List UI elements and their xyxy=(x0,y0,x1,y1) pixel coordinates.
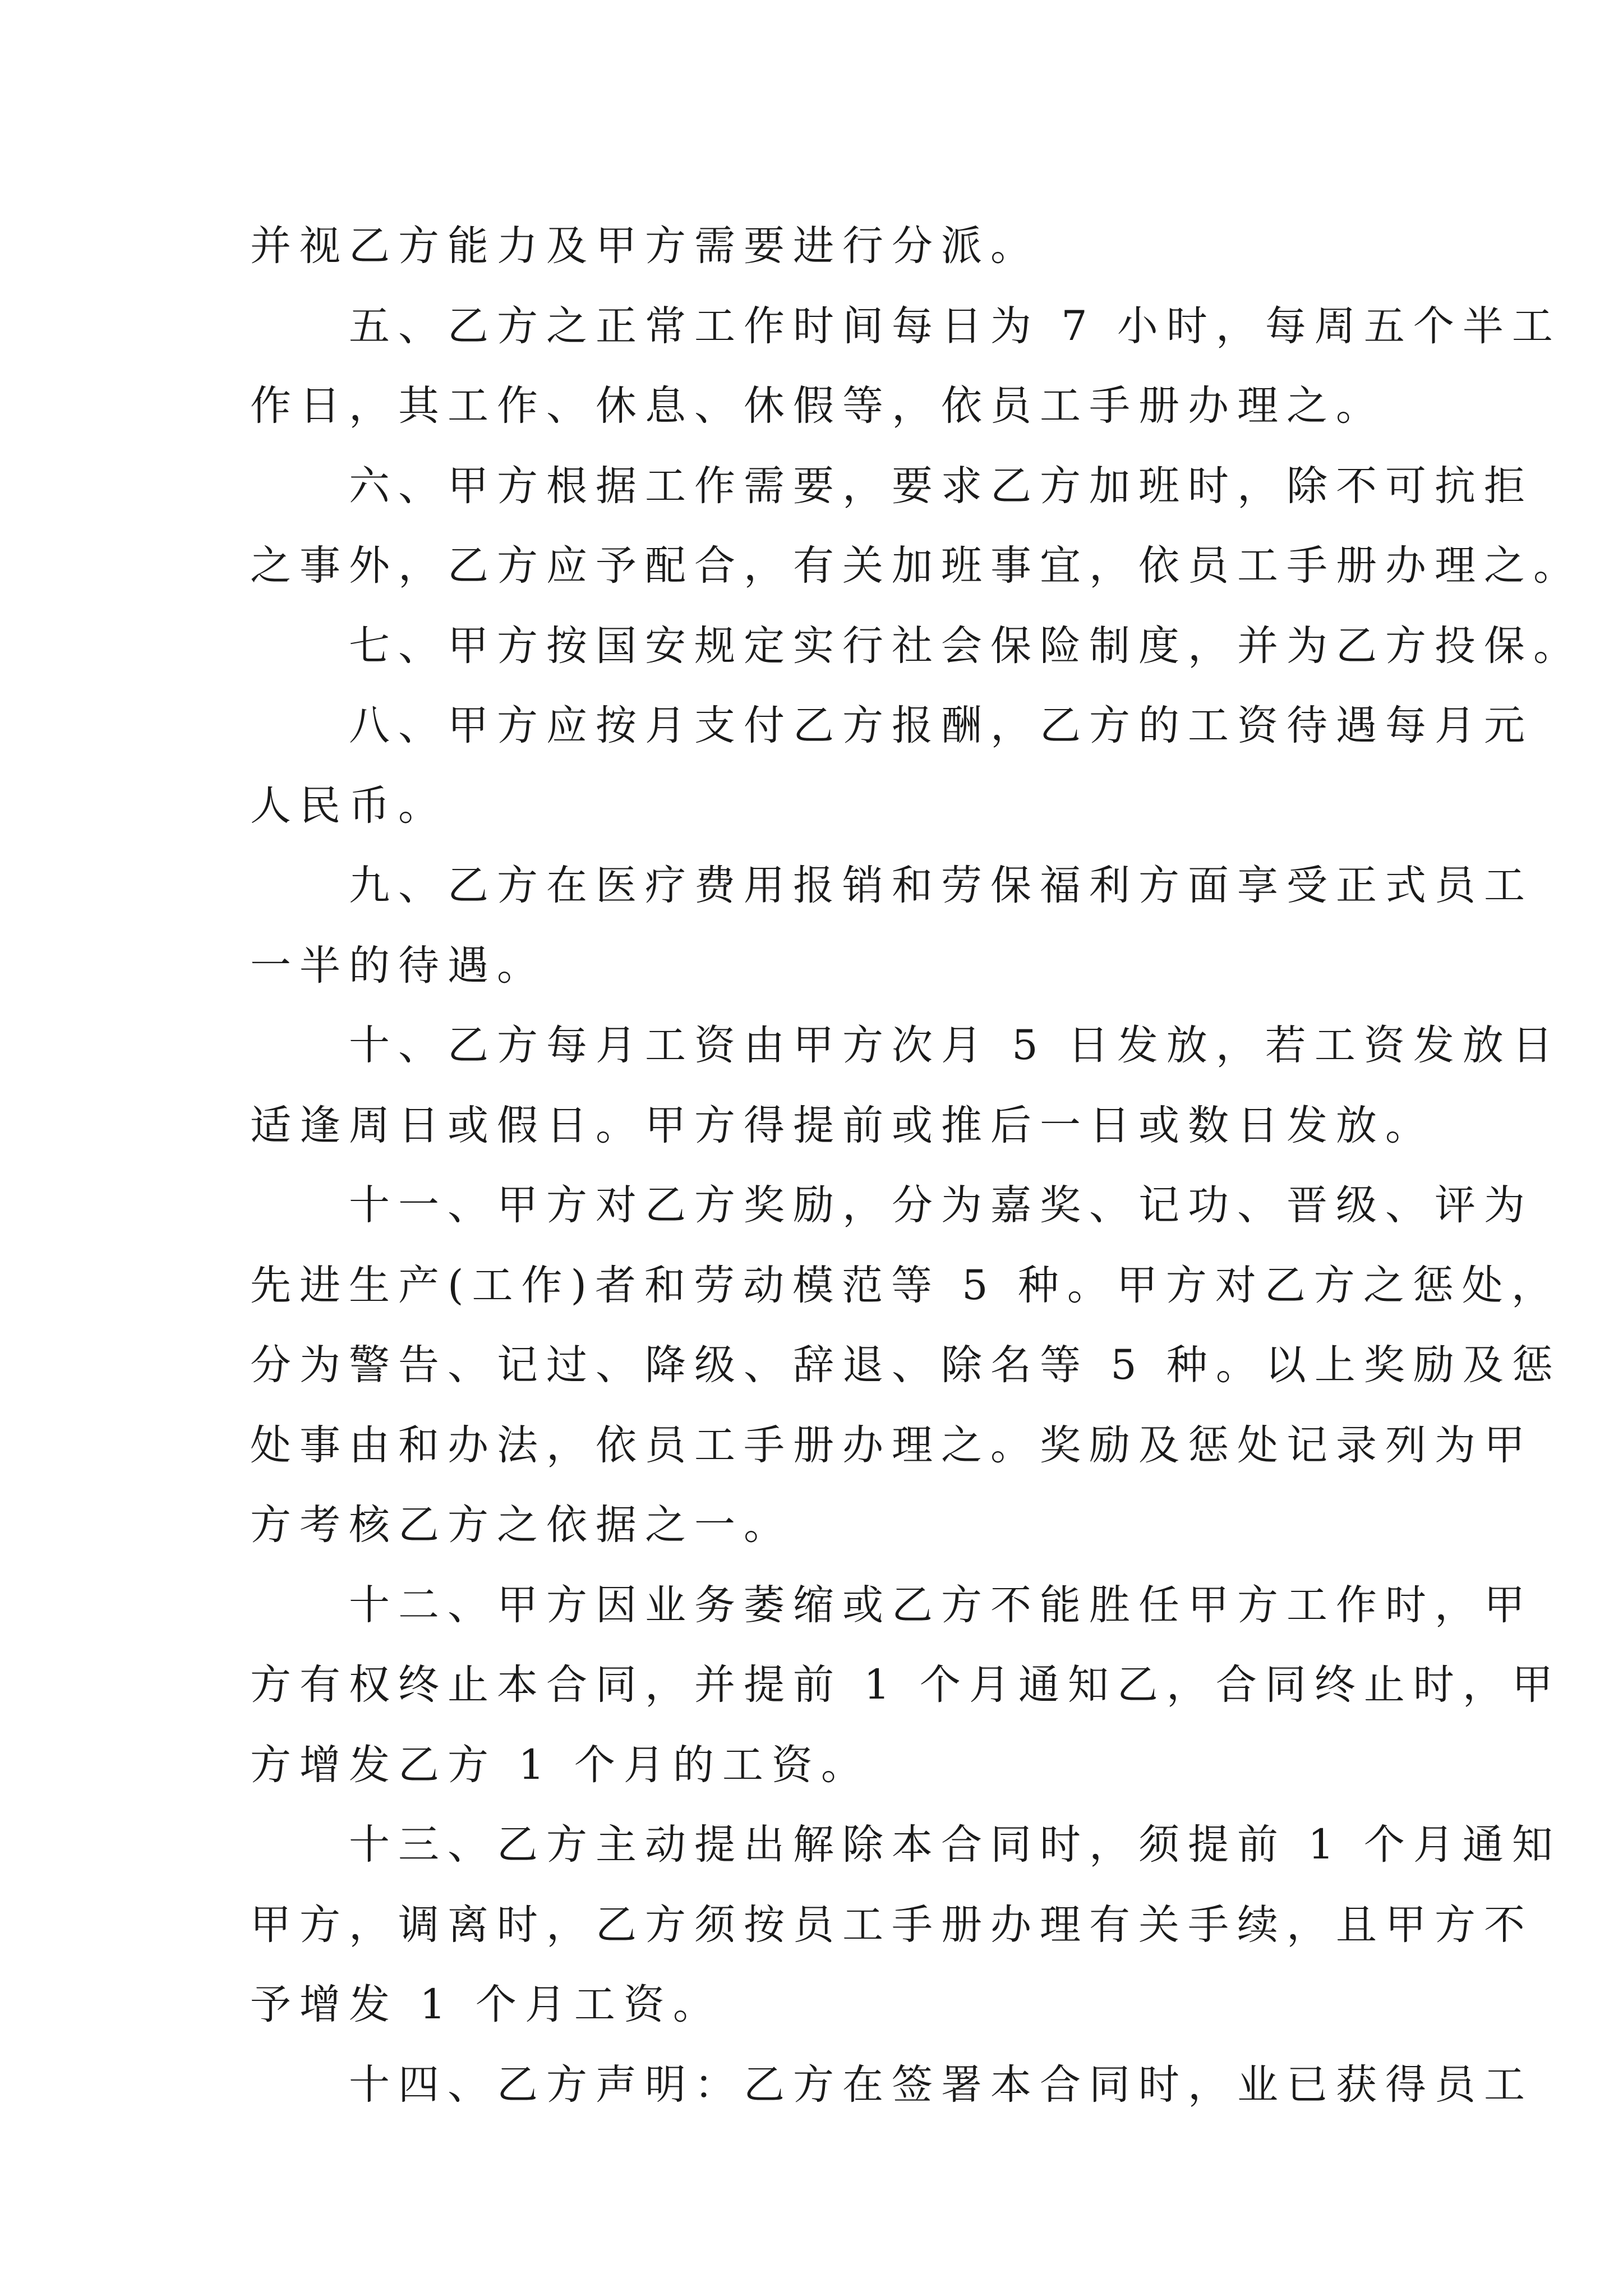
text-line: 六、甲方根据工作需要，要求乙方加班时，除不可抗拒 xyxy=(349,462,1533,510)
text-line: 方考核乙方之依据之一。 xyxy=(250,1501,793,1549)
text-line: 予增发 1 个月工资。 xyxy=(250,1981,722,2028)
text-line: 十二、甲方因业务萎缩或乙方不能胜任甲方工作时，甲 xyxy=(349,1581,1533,1629)
text-line: 一半的待遇。 xyxy=(250,941,546,990)
text-line: 之事外，乙方应予配合，有关加班事宜，依员工手册办理之。 xyxy=(250,542,1583,590)
text-line: 方有权终止本合同，并提前 1 个月通知乙，合同终止时，甲 xyxy=(250,1661,1561,1709)
text-line: 先进生产(工作)者和劳动模范等 5 种。甲方对乙方之惩处， xyxy=(250,1261,1561,1309)
text-line: 十三、乙方主动提出解除本合同时，须提前 1 个月通知 xyxy=(349,1821,1561,1869)
text-line: 八、甲方应按月支付乙方报酬，乙方的工资待遇每月元 xyxy=(349,702,1533,749)
text-line: 七、甲方按国安规定实行社会保险制度，并为乙方投保。 xyxy=(349,622,1583,670)
text-line: 分为警告、记过、降级、辞退、除名等 5 种。以上奖励及惩 xyxy=(250,1341,1561,1389)
text-line: 人民币。 xyxy=(250,781,448,830)
text-line: 处事由和办法，依员工手册办理之。奖励及惩处记录列为甲 xyxy=(250,1421,1533,1469)
text-line: 十四、乙方声明：乙方在签署本合同时，业已获得员工 xyxy=(349,2060,1533,2109)
text-line: 甲方，调离时，乙方须按员工手册办理有关手续，且甲方不 xyxy=(250,1901,1533,1949)
document-body xyxy=(250,206,1583,2125)
text-line: 适逢周日或假日。甲方得提前或推后一日或数日发放。 xyxy=(250,1101,1435,1149)
text-line: 十一、甲方对乙方奖励，分为嘉奖、记功、晋级、评为 xyxy=(349,1181,1533,1229)
text-line: 并视乙方能力及甲方需要进行分派。 xyxy=(250,222,1040,270)
text-line: 作日，其工作、休息、休假等，依员工手册办理之。 xyxy=(250,382,1385,430)
text-line: 五、乙方之正常工作时间每日为 7 小时，每周五个半工 xyxy=(349,302,1561,350)
text-line: 方增发乙方 1 个月的工资。 xyxy=(250,1741,870,1789)
text-line: 十、乙方每月工资由甲方次月 5 日发放，若工资发放日 xyxy=(349,1022,1561,1069)
text-line: 九、乙方在医疗费用报销和劳保福利方面享受正式员工 xyxy=(349,862,1533,909)
